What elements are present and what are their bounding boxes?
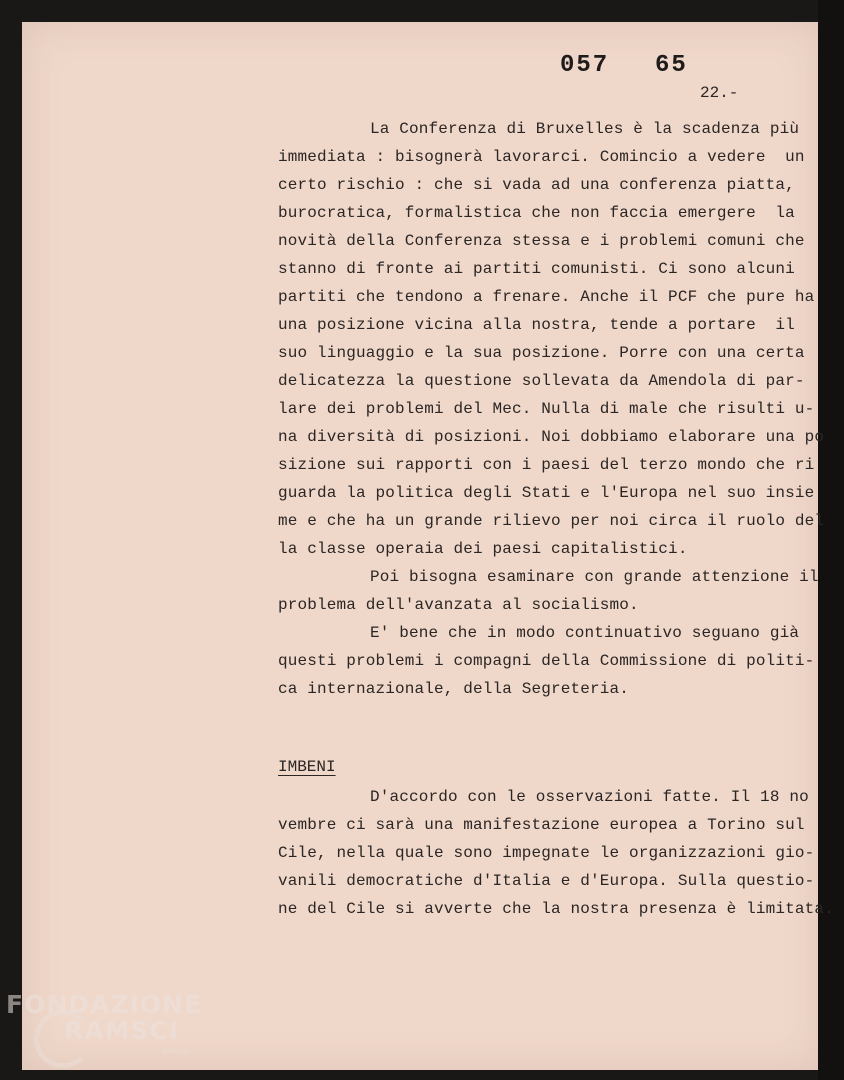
text-line: la classe operaia dei paesi capitalistici. — [278, 540, 688, 558]
text-line: questi problemi i compagni della Commissione di politi- — [278, 652, 815, 670]
text-line: burocratica, formalistica che non faccia emergere la — [278, 204, 795, 222]
text-line: Poi bisogna esaminare con grande attenzione il — [370, 568, 819, 586]
text-line: ca internazionale, della Segreteria. — [278, 680, 630, 698]
text-line: stanno di fronte ai partiti comunisti. Ci sono alcuni — [278, 260, 795, 278]
text-line: na diversità di posizioni. Noi dobbiamo elaborare una po — [278, 428, 825, 446]
text-line: partiti che tendono a frenare. Anche il PCF che pure ha — [278, 288, 815, 306]
text-line: D'accordo con le osservazioni fatte. Il 18 no — [370, 788, 809, 806]
logo-text-line1: FONDAZIONE — [6, 990, 203, 1019]
text-line: immediata : bisognerà lavorarci. Comincio a vedere un — [278, 148, 805, 166]
scan-edge — [818, 0, 844, 1080]
text-line: guarda la politica degli Stati e l'Europa nel suo insie — [278, 484, 815, 502]
text-line: vanili democratiche d'Italia e d'Europa. Sulla questio- — [278, 872, 815, 890]
archive-stamp-left: 057 — [560, 52, 610, 79]
text-line: novità della Conferenza stessa e i problemi comuni che — [278, 232, 805, 250]
page-number: 22.- — [700, 84, 739, 102]
text-line: certo rischio : che si vada ad una conferenza piatta, — [278, 176, 795, 194]
text-line: Cile, nella quale sono impegnate le organizzazioni gio- — [278, 844, 815, 862]
fondazione-gramsci-logo — [6, 990, 216, 1070]
text-line: La Conferenza di Bruxelles è la scadenza più — [370, 120, 800, 138]
text-line: una posizione vicina alla nostra, tende a portare il — [278, 316, 795, 334]
logo-text-line2: RAMSCI — [64, 1016, 180, 1045]
text-line: E' bene che in modo continuativo seguano già — [370, 624, 800, 642]
text-line: delicatezza la questione sollevata da Amendola di par- — [278, 372, 805, 390]
text-line: suo linguaggio e la sua posizione. Porre con una certa — [278, 344, 805, 362]
speaker-heading: IMBENI — [278, 758, 336, 776]
logo-text-onlus: onlus — [162, 1046, 189, 1057]
archive-stamp-right: 65 — [655, 52, 688, 79]
text-line: problema dell'avanzata al socialismo. — [278, 596, 639, 614]
text-line: lare dei problemi del Mec. Nulla di male che risulti u- — [278, 400, 815, 418]
text-line: ne del Cile si avverte che la nostra presenza è limitata. — [278, 900, 834, 918]
text-line: sizione sui rapporti con i paesi del terzo mondo che ri — [278, 456, 815, 474]
text-line: me e che ha un grande rilievo per noi circa il ruolo del — [278, 512, 825, 530]
text-line: vembre ci sarà una manifestazione europea a Torino sul — [278, 816, 805, 834]
